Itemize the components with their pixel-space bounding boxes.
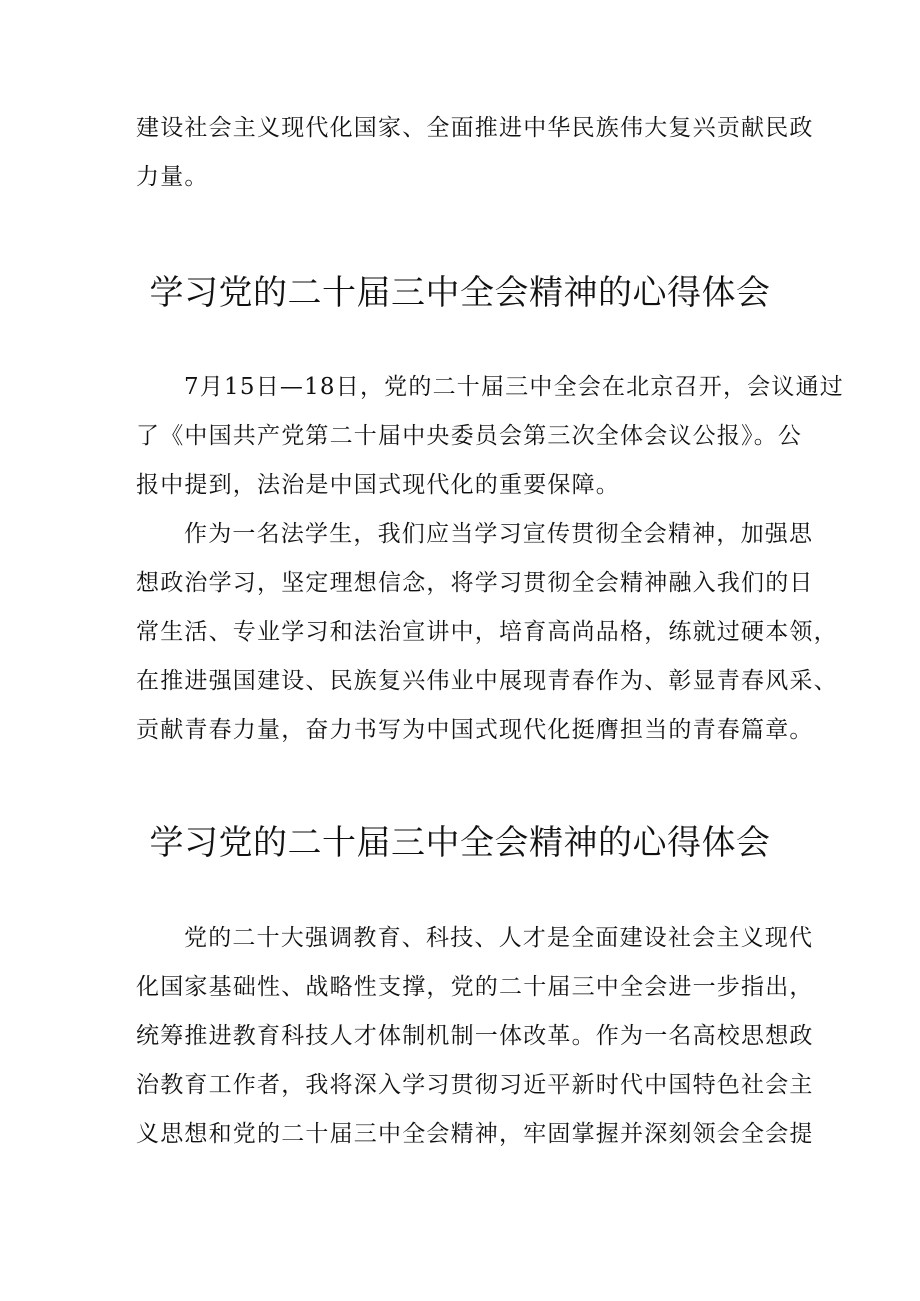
intro-line-2: 力量。 xyxy=(136,164,209,190)
s2-p1-line-1: 党的二十大强调教育、科技、人才是全面建设社会主义现代 xyxy=(184,925,814,951)
s1-p2-line-2: 想政治学习，坚定理想信念，将学习贯彻全会精神融入我们的日 xyxy=(136,570,814,596)
s2-p1-line-4: 治教育工作者，我将深入学习贯彻习近平新时代中国特色社会主 xyxy=(136,1072,814,1098)
s1-p2-line-3: 常生活、专业学习和法治宣讲中，培育高尚品格，练就过硬本领， xyxy=(136,619,838,645)
s2-p1-line-5: 义思想和党的二十届三中全会精神，牢固掌握并深刻领会全会提 xyxy=(136,1121,814,1147)
section-2-title: 学习党的二十届三中全会精神的心得体会 xyxy=(149,823,771,863)
s2-p1-line-3: 统筹推进教育科技人才体制机制一体改革。作为一名高校思想政 xyxy=(136,1023,814,1049)
s1-p1-line-3: 报中提到，法治是中国式现代化的重要保障。 xyxy=(136,472,620,498)
s1-p1-line-2: 了《中国共产党第二十届中央委员会第三次全体会议公报》。公 xyxy=(136,423,803,449)
section-1-title: 学习党的二十届三中全会精神的心得体会 xyxy=(149,273,771,313)
s1-p1-line-1: 7月15日—18日，党的二十届三中全会在北京召开，会议通过 xyxy=(184,374,844,400)
s2-p1-line-2: 化国家基础性、战略性支撑，党的二十届三中全会进一步指出， xyxy=(136,974,814,1000)
s1-p2-line-4: 在推进强国建设、民族复兴伟业中展现青春作为、彰显青春风采、 xyxy=(136,668,838,694)
s1-p2-line-1: 作为一名法学生，我们应当学习宣传贯彻全会精神，加强思 xyxy=(184,521,814,547)
s1-p2-line-5: 贡献青春力量，奋力书写为中国式现代化挺膺担当的青春篇章。 xyxy=(136,717,814,743)
intro-line-1: 建设社会主义现代化国家、全面推进中华民族伟大复兴贡献民政 xyxy=(136,115,814,141)
